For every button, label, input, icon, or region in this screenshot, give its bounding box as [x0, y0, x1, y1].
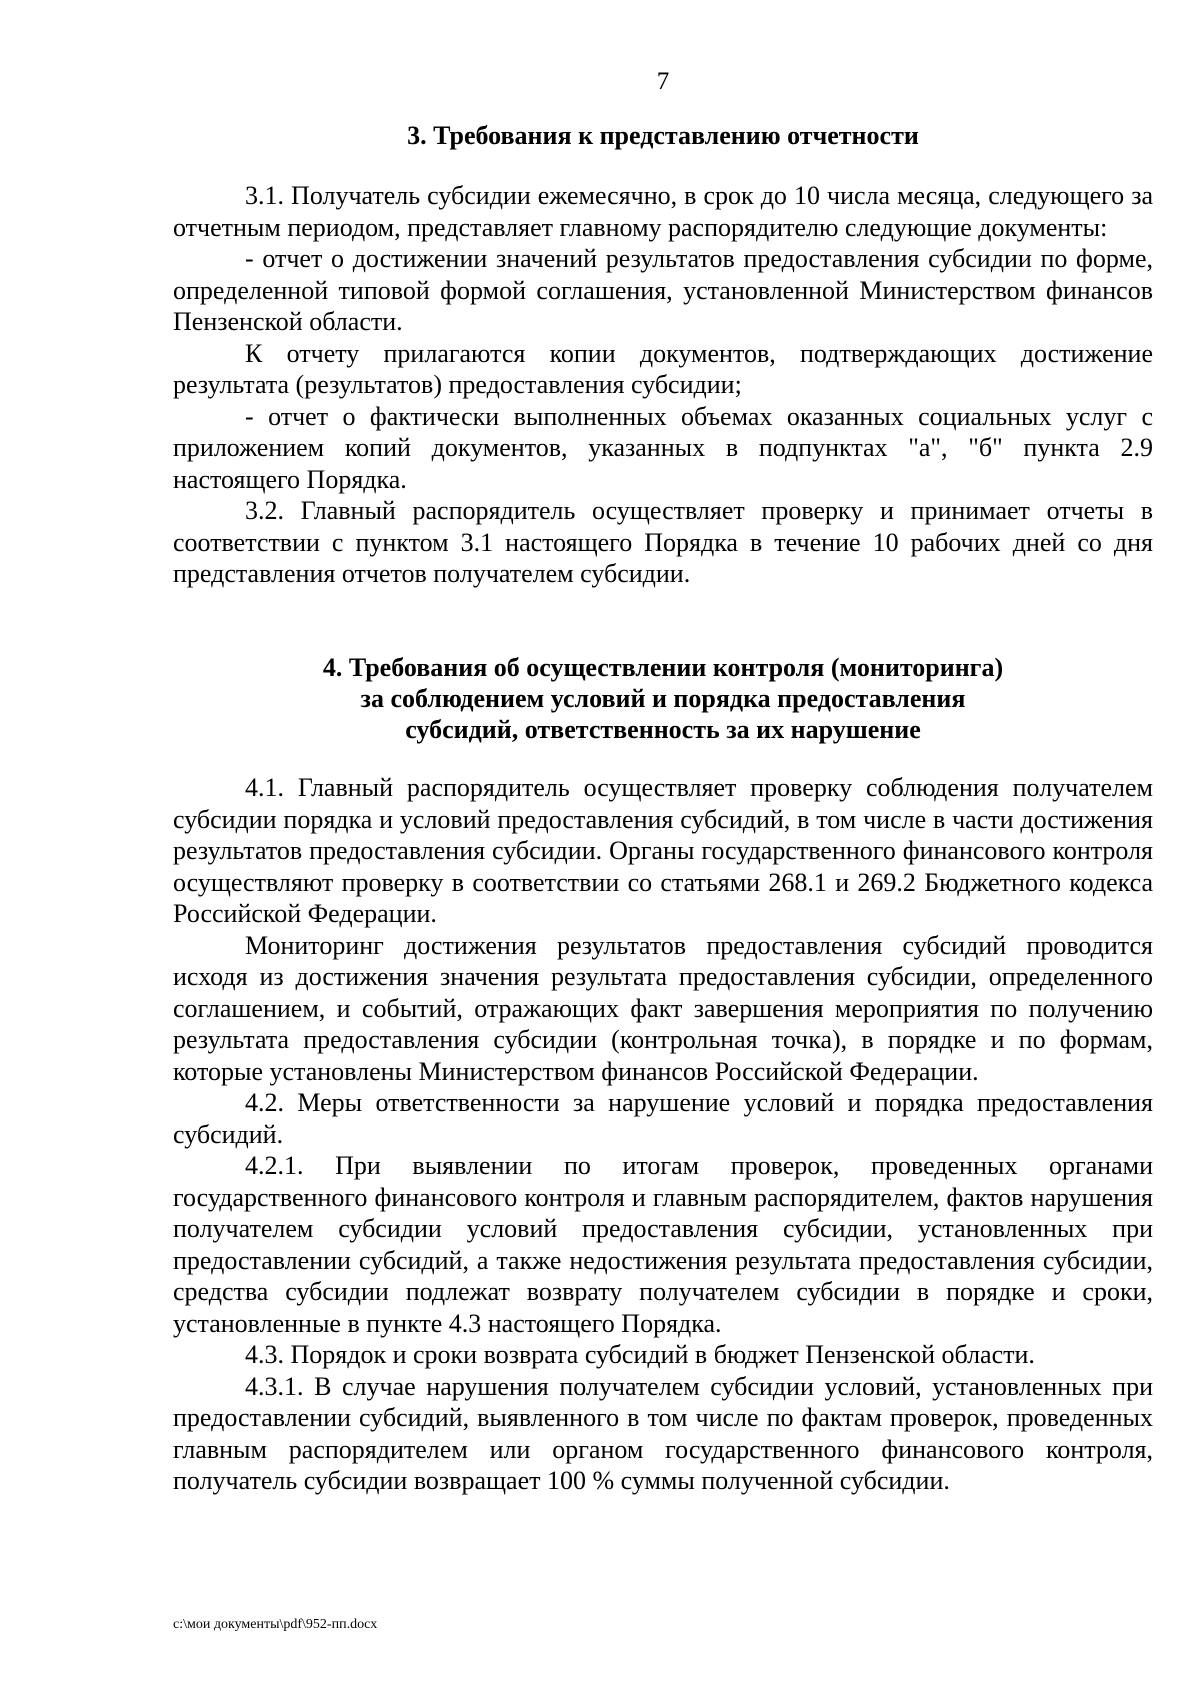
paragraph-3-1: 3.1. Получатель субсидии ежемесячно, в срок до 10 числа месяца, следующего за отчетным периодом, представляет главному распорядителю следующие документы:: [173, 181, 1153, 242]
section-4-title-line-2: за соблюдением условий и порядка предоставления: [360, 684, 966, 713]
paragraph-3-1-item-2: - отчет о фактически выполненных объемах оказанных социальных услуг с приложением копий документов, указанных в подпунктах "а", "б" пункта 2.9 настоящего Порядка.: [173, 401, 1153, 494]
footer-file-path: c:\мои документы\pdf\952-пп.docx: [173, 1617, 378, 1632]
section-4-title: [173, 652, 1153, 745]
paragraph-4-2-1: 4.2.1. При выявлении по итогам проверок, проведенных органами государственного финансового контроля и главным распорядителем, фактов нарушения получателем субсидии условий предоставления субсидии, установленных при предоставлении субсидий, а также недостижения результата предоставления субсидии, средства субсидии подлежат возврату получателем субсидии в порядке и сроки, установленные в пункте 4.3 настоящего Порядка.: [173, 1151, 1153, 1338]
page-number: 7: [656, 68, 670, 95]
paragraph-3-2: 3.2. Главный распорядитель осуществляет проверку и принимает отчеты в соответствии с пунктом 3.1 настоящего Порядка в течение 10 рабочих дней со дня представления отчетов получателем субсидии.: [173, 496, 1153, 588]
paragraph-3-1-attachment: К отчету прилагаются копии документов, подтверждающих достижение результата (результатов) предоставления субсидии;: [173, 338, 1153, 399]
section-3-body: [173, 180, 1153, 590]
section-4-title-line-1: 4. Требования об осуществлении контроля (мониторинга): [322, 653, 1004, 682]
paragraph-4-2: 4.2. Меры ответственности за нарушение условий и порядка предоставления субсидий.: [173, 1088, 1153, 1149]
section-4-title-line-3: субсидий, ответственность за их нарушение: [405, 715, 921, 744]
paragraph-4-3: 4.3. Порядок и сроки возврата субсидий в бюджет Пензенской области.: [245, 1340, 1035, 1369]
paragraph-3-1-item-1: - отчет о достижении значений результатов предоставления субсидии по форме, определенной типовой формой соглашения, установленной Министерством финансов Пензенской области.: [173, 244, 1153, 336]
paragraph-4-1-monitoring: Мониторинг достижения результатов предоставления субсидий проводится исходя из достижения значения результата предоставления субсидии, определенного соглашением, и событий, отражающих факт завершения мероприятия по получению результата предоставления субсидии (контрольная точка), в порядке и по формам, которые установлены Министерством финансов Российской Федерации.: [173, 930, 1153, 1086]
section-3-title: 3. Требования к представлению отчетности: [407, 121, 919, 150]
section-4-body: [173, 772, 1153, 1497]
paragraph-4-1: 4.1. Главный распорядитель осуществляет проверку соблюдения получателем субсидии порядка и условий предоставления субсидий, в том числе в части достижения результатов предоставления субсидии. Органы государственного финансового контроля осуществляют проверку в соответствии со статьями 268.1 и 269.2 Бюджетного кодекса Российской Федерации.: [173, 773, 1153, 928]
paragraph-4-3-1: 4.3.1. В случае нарушения получателем субсидии условий, установленных при предоставлении субсидий, выявленного в том числе по фактам проверок, проведенных главным распорядителем или органом государственного финансового контроля, получатель субсидии возвращает 100 % суммы полученной субсидии.: [173, 1371, 1153, 1495]
